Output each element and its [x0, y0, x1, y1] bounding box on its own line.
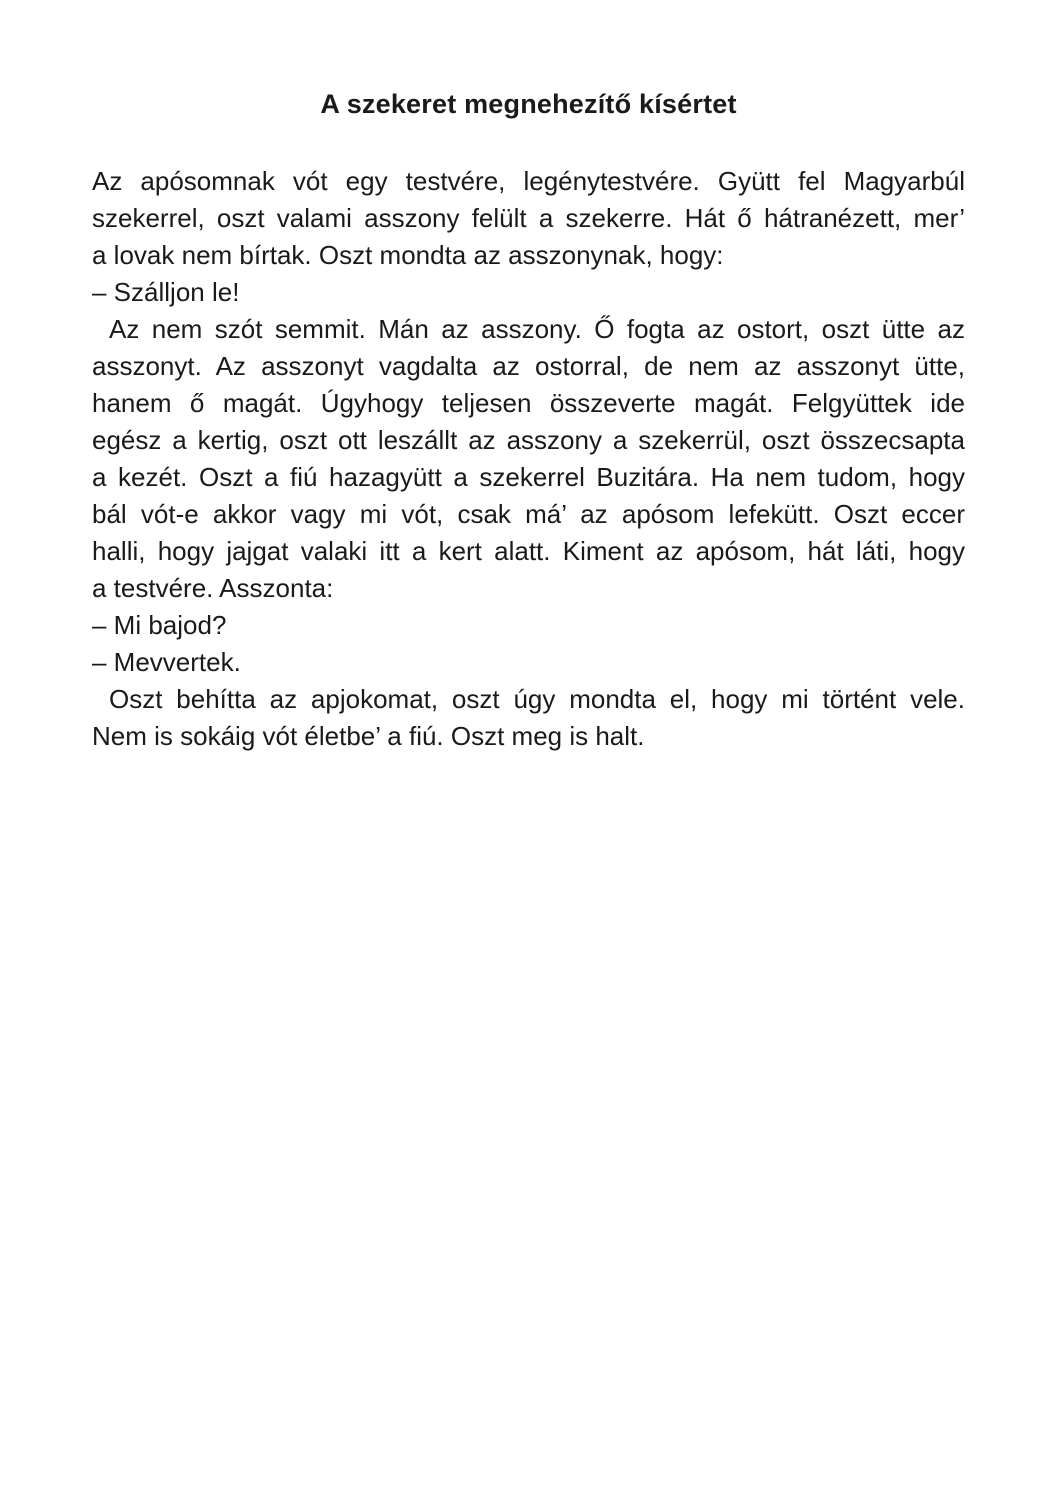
text-line: Az apósomnak vót egy testvére, legénytestvére. Gyütt fel Magyarbúl	[92, 166, 965, 196]
story-paragraph	[92, 163, 965, 755]
dialogue-line: – Mi bajod?	[92, 610, 227, 640]
dialogue-line: – Mevvertek.	[92, 647, 241, 677]
document-title: A szekeret megnehezítő kísértet	[320, 89, 737, 119]
text-line: szekerrel, oszt valami asszony felült a szekerre. Hát ő hátranézett, mer’	[92, 203, 965, 233]
text-line: halli, hogy jajgat valaki itt a kert alatt. Kiment az apósom, hát láti, hogy	[92, 536, 965, 566]
text-line: bál vót-e akkor vagy mi vót, csak má’ az apósom lefekütt. Oszt eccer	[92, 499, 965, 529]
text-line: a lovak nem bírtak. Oszt mondta az asszonynak, hogy:	[92, 240, 724, 270]
text-line: Oszt behítta az apjokomat, oszt úgy mondta el, hogy mi történt vele.	[109, 684, 965, 714]
text-line: egész a kertig, oszt ott leszállt az asszony a szekerrül, oszt összecsapta	[92, 425, 965, 455]
text-line: a kezét. Oszt a fiú hazagyütt a szekerrel Buzitára. Ha nem tudom, hogy	[92, 462, 965, 492]
text-line: Az nem szót semmit. Mán az asszony. Ő fogta az ostort, oszt ütte az	[109, 314, 965, 344]
text-line: Nem is sokáig vót életbe’ a fiú. Oszt meg is halt.	[92, 721, 645, 751]
dialogue-line: – Szálljon le!	[92, 277, 240, 307]
text-line: hanem ő magát. Úgyhogy teljesen összeverte magát. Felgyüttek ide	[92, 388, 965, 418]
text-line: asszonyt. Az asszonyt vagdalta az ostorral, de nem az asszonyt ütte,	[92, 351, 965, 381]
text-line: a testvére. Asszonta:	[92, 573, 334, 603]
